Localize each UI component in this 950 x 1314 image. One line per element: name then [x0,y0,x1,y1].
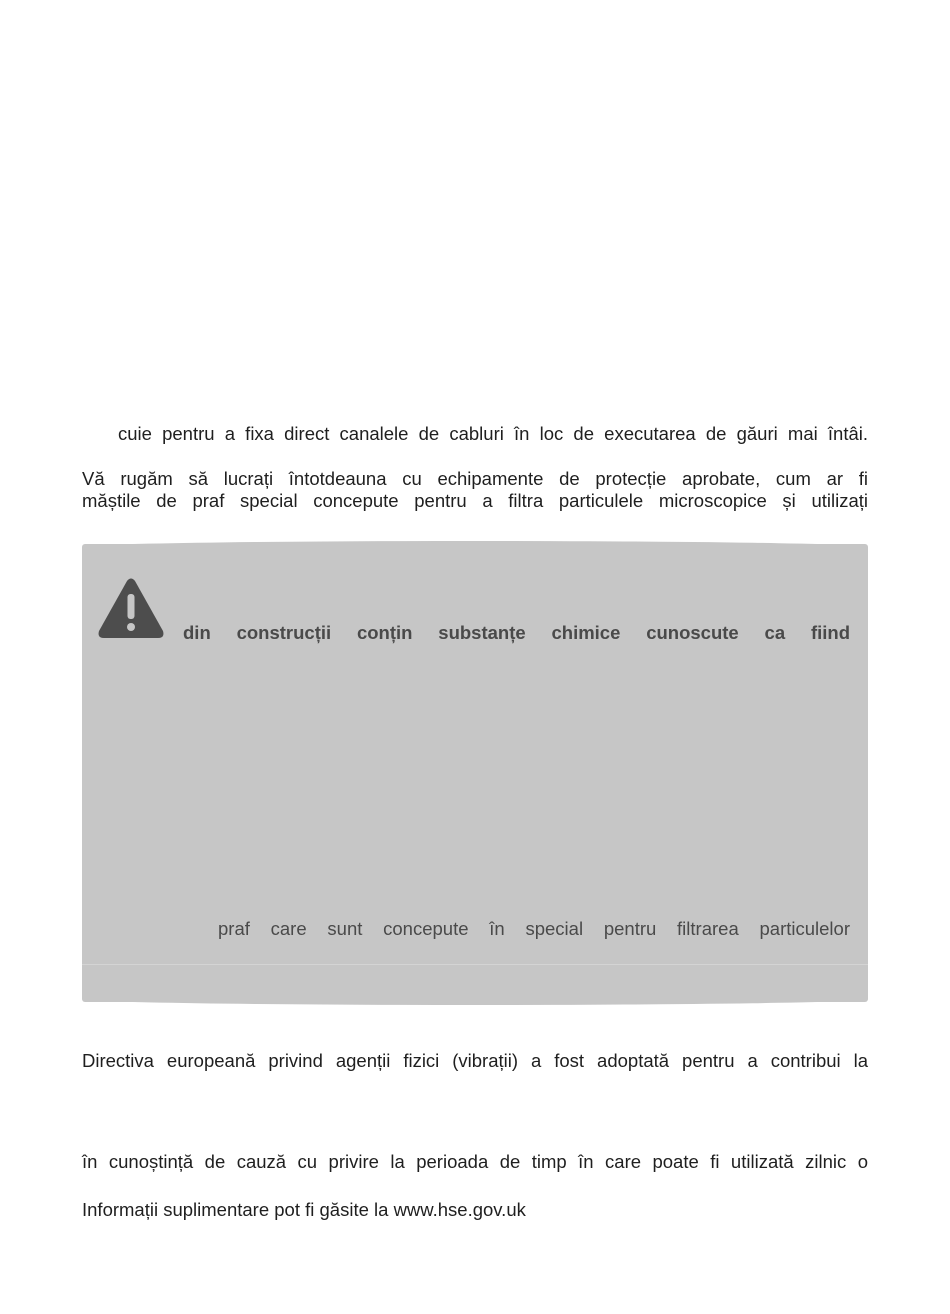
warning-box [82,544,868,1002]
paragraph-line-cable-channels: cuie pentru a fixa direct canalele de cabluri în loc de executarea de găuri mai întâi. [118,423,868,444]
warning-triangle-icon [97,577,165,639]
paragraph-line-more-info: Informații suplimentare pot fi găsite la www.hse.gov.uk [82,1199,526,1220]
warning-box-divider [82,964,868,965]
paragraph-line-daily-usage: în cunoștință de cauză cu privire la perioada de timp în care poate fi utilizată zilnic o [82,1151,868,1172]
warning-box-top-edge [82,541,868,547]
paragraph-line-vibration-directive: Directiva europeană privind agenții fizici (vibrații) a fost adoptată pentru a contribui la [82,1050,868,1071]
warning-box-bottom-edge [82,999,868,1005]
paragraph-line-protective-equipment: Vă rugăm să lucrați întotdeauna cu echipamente de protecție aprobate, cum ar fi [82,468,868,489]
paragraph-line-dust-masks: măștile de praf special concepute pentru a filtra particulele microscopice și utilizați [82,490,868,511]
warning-text-chemicals: din construcții conțin substanțe chimice cunoscute ca fiind [183,622,850,643]
warning-text-dust-masks: praf care sunt concepute în special pentru filtrarea particulelor [218,918,850,939]
